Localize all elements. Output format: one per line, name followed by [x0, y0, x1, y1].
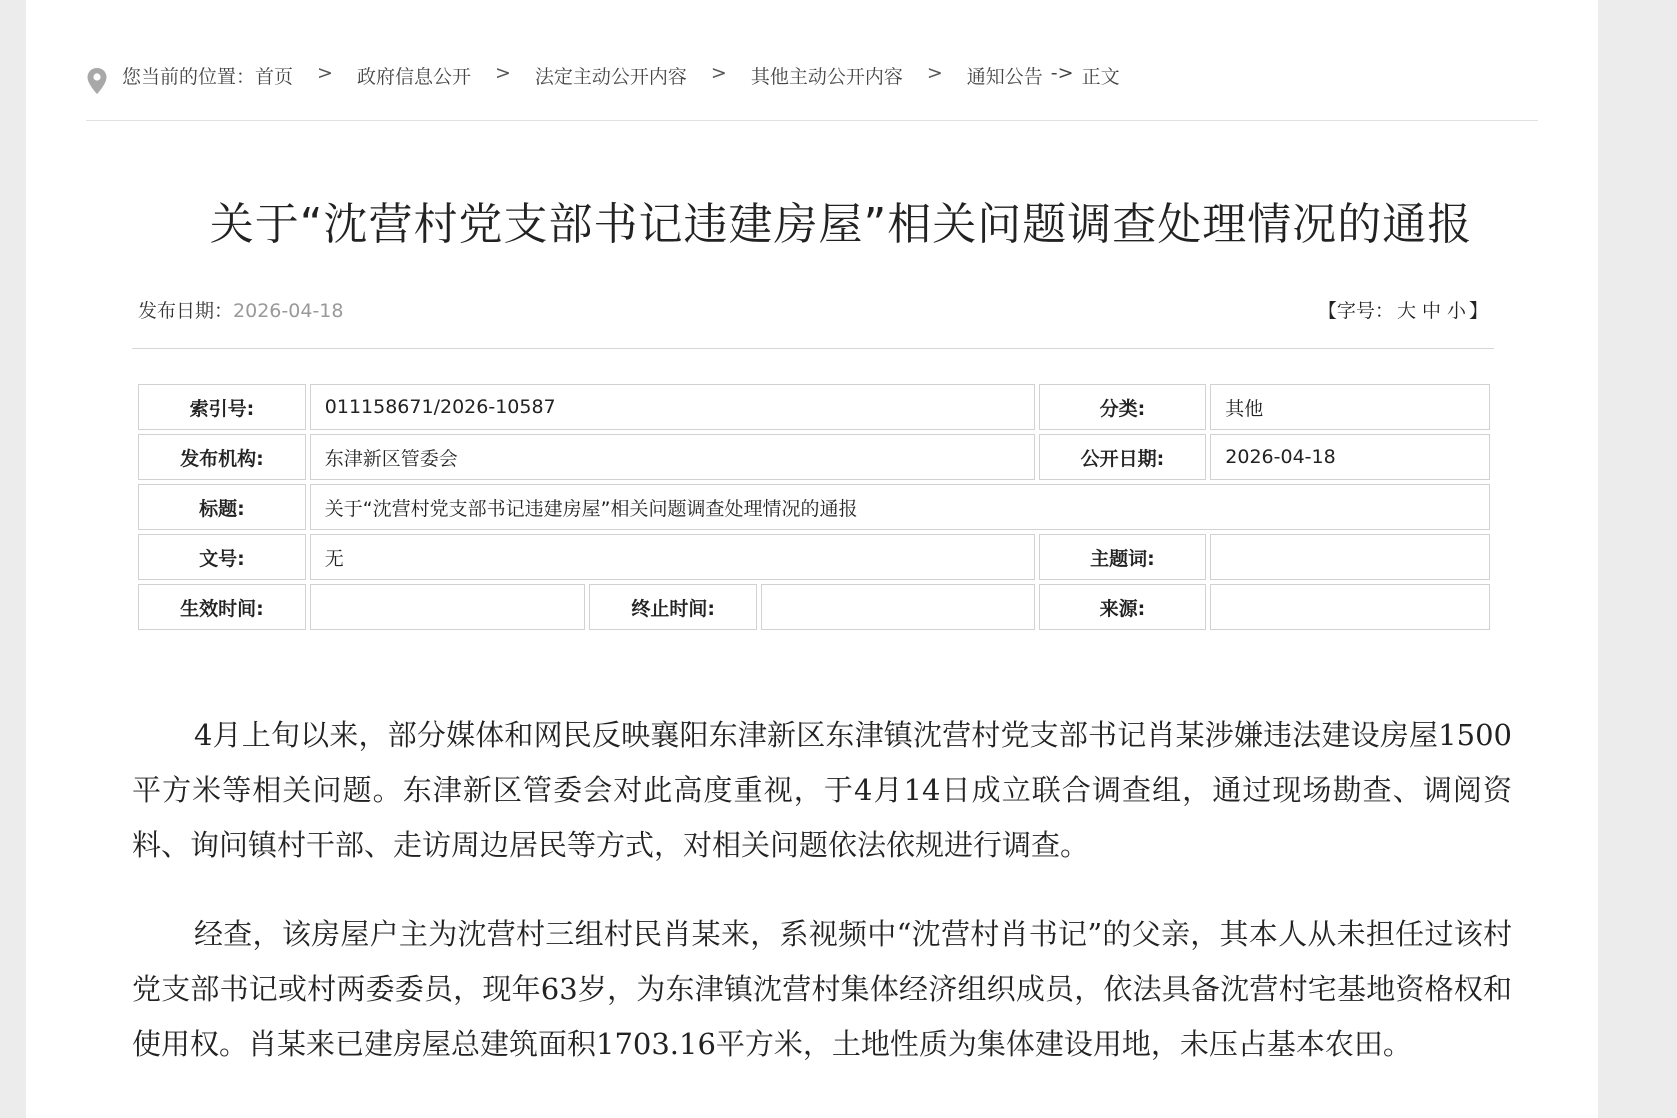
breadcrumb-home-link[interactable]: 首页 [255, 66, 294, 88]
docno-label: 文号: [138, 534, 306, 580]
table-row [138, 434, 1490, 480]
effective-label: 生效时间: [138, 584, 306, 630]
table-row [138, 484, 1490, 530]
font-size-close: 】 [1468, 300, 1488, 322]
effective-value [310, 584, 586, 630]
article-paragraph: 经查，该房屋户主为沈营村三组村民肖某来，系视频中“沈营村肖书记”的父亲，其本人从未担任过该村党支部书记或村两委委员，现年63岁，为东津镇沈营村集体经济组织成员，依法具备沈营村宅基地资格权和使用权。肖某来已建房屋总建筑面积1703.16平方米，土地性质为集体建设用地，未压占基本农田。 [132, 917, 1512, 1061]
info-table [134, 380, 1494, 634]
breadcrumb [86, 62, 1538, 121]
end-value [761, 584, 1034, 630]
docno-value: 无 [310, 534, 1035, 580]
title-label: 标题: [138, 484, 306, 530]
article-body [132, 708, 1512, 1106]
breadcrumb-gov-info-link[interactable]: 政府信息公开 [356, 66, 471, 88]
org-label: 发布机构: [138, 434, 306, 480]
table-row [138, 384, 1490, 430]
publish-date-value: 2026-04-18 [233, 300, 344, 322]
article-title: 关于“沈营村党支部书记违建房屋”相关问题调查处理情况的通报 [209, 199, 1473, 250]
index-label: 索引号: [138, 384, 306, 430]
breadcrumb-separator: > [710, 62, 727, 84]
breadcrumb-notices-link[interactable]: 通知公告 [966, 66, 1043, 88]
source-label: 来源: [1039, 584, 1207, 630]
org-value: 东津新区管委会 [310, 434, 1035, 480]
publish-date-label: 发布日期： [138, 300, 234, 322]
category-label: 分类: [1039, 384, 1207, 430]
table-row [138, 584, 1490, 630]
font-size-medium-button[interactable]: 中 [1421, 300, 1441, 322]
table-row [138, 534, 1490, 580]
index-value: 011158671/2026-10587 [310, 384, 1035, 430]
source-value [1210, 584, 1490, 630]
font-size-switcher [1318, 296, 1488, 323]
breadcrumb-separator: > [317, 62, 333, 84]
title-value: 关于“沈营村党支部书记违建房屋”相关问题调查处理情况的通报 [310, 484, 1490, 530]
open-date-label: 公开日期: [1039, 434, 1207, 480]
article-meta [132, 296, 1494, 349]
end-label: 终止时间: [589, 584, 757, 630]
breadcrumb-tail-separator: -> [1050, 62, 1074, 84]
keywords-label: 主题词: [1039, 534, 1207, 580]
page [26, 0, 1598, 1118]
breadcrumb-current: 正文 [1081, 66, 1120, 88]
category-value: 其他 [1210, 384, 1490, 430]
breadcrumb-separator: > [494, 62, 511, 84]
breadcrumb-separator: > [926, 62, 943, 84]
keywords-value [1210, 534, 1490, 580]
font-size-small-button[interactable]: 小 [1446, 300, 1466, 322]
article-paragraph: 4月上旬以来，部分媒体和网民反映襄阳东津新区东津镇沈营村党支部书记肖某涉嫌违法建设房屋1500平方米等相关问题。东津新区管委会对此高度重视，于4月14日成立联合调查组，通过现场勘查、调阅资料、询问镇村干部、走访周边居民等方式，对相关问题依法依规进行调查。 [132, 718, 1512, 862]
breadcrumb-other-link[interactable]: 其他主动公开内容 [750, 66, 903, 88]
location-pin-icon [86, 67, 108, 95]
font-size-large-button[interactable]: 大 [1396, 300, 1416, 322]
font-size-open: 【字号： [1317, 300, 1394, 322]
breadcrumb-statutory-link[interactable]: 法定主动公开内容 [534, 66, 687, 88]
open-date-value: 2026-04-18 [1210, 434, 1490, 480]
breadcrumb-prefix: 您当前的位置： [122, 66, 256, 88]
publish-date [138, 296, 343, 323]
